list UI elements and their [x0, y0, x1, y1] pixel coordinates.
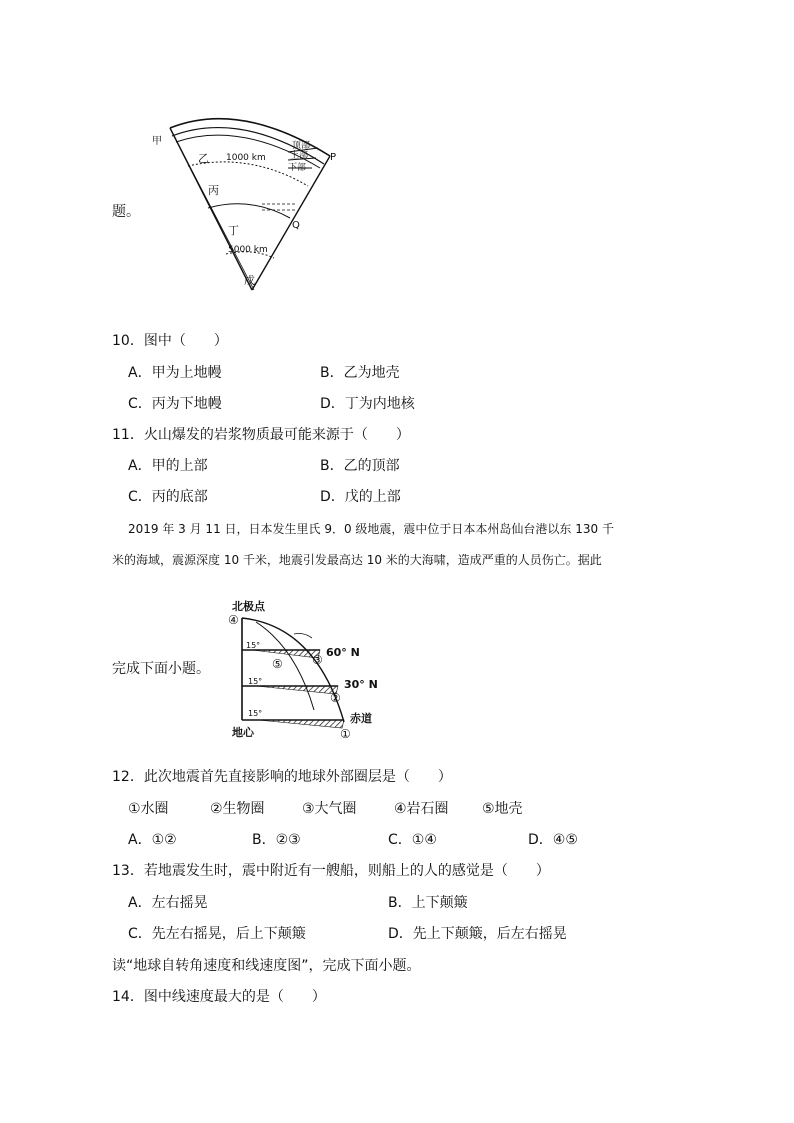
- label-15-b: 15°: [248, 677, 263, 686]
- circle-2: ②: [330, 691, 341, 705]
- passage-line-3: 完成下面小题。: [112, 661, 210, 677]
- label-15-c: 15°: [248, 709, 263, 718]
- label-yi: 乙: [198, 152, 209, 165]
- q13-option-b: B．上下颠簸: [388, 895, 468, 911]
- label-P: P: [330, 152, 337, 163]
- q10-option-a: A．甲为上地幔: [128, 365, 222, 381]
- q12-item-5: ⑤地壳: [482, 801, 523, 817]
- label-30n: 30° N: [344, 678, 378, 691]
- q10-stem: 10．图中（ ）: [112, 333, 228, 349]
- q12-item-4: ④岩石圈: [394, 801, 449, 817]
- q11-option-d: D．戊的上部: [320, 489, 401, 505]
- label-60n: 60° N: [326, 646, 360, 659]
- label-wu: 戊: [244, 274, 255, 287]
- q10-option-d: D．丁为内地核: [320, 396, 415, 412]
- label-ding: 丁: [228, 224, 239, 237]
- passage-line-2: 米的海域，震源深度 10 千米，地震引发最高达 10 米的大海啸，造成严重的人员伤亡。据此: [112, 553, 602, 567]
- q12-item-3: ③大气圈: [302, 801, 357, 817]
- q11-option-a: A．甲的上部: [128, 458, 208, 474]
- label-north-pole: 北极点: [232, 600, 265, 613]
- label-bing: 丙: [208, 184, 219, 197]
- earth-interior-figure: [140, 108, 350, 298]
- q12-option-a: A．①②: [128, 832, 177, 848]
- q14-stem: 14．图中线速度最大的是（ ）: [112, 989, 326, 1005]
- circle-5: ⑤: [272, 657, 283, 671]
- label-top: 顶部: [292, 141, 311, 151]
- q12-option-c: C．①④: [388, 832, 437, 848]
- label-lower: 下部: [288, 163, 307, 173]
- q13-option-d: D．先上下颠簸，后左右摇晃: [388, 926, 567, 942]
- label-15-a: 15°: [246, 641, 261, 650]
- q12-item-1: ①水圈: [128, 801, 169, 817]
- label-1000km: 1000 km: [226, 153, 266, 163]
- q11-stem: 11．火山爆发的岩浆物质最可能来源于（ ）: [112, 427, 410, 443]
- label-upper: 上部: [290, 151, 309, 161]
- label-jia: 甲: [152, 136, 162, 147]
- passage-line-1: 2019 年 3 月 11 日，日本发生里氏 9．0 级地震，震中位于日本本州岛仙台港以东 130 千: [128, 522, 614, 536]
- q12-option-d: D．④⑤: [528, 832, 578, 848]
- q11-option-c: C．丙的底部: [128, 489, 208, 505]
- circle-1: ①: [340, 727, 351, 741]
- circle-4: ④: [228, 613, 239, 627]
- q10-option-c: C．丙为下地幔: [128, 396, 222, 412]
- intro-3: 读“地球自转角速度和线速度图”，完成下面小题。: [112, 958, 421, 974]
- label-5000km: 5000 km: [228, 245, 268, 255]
- intro-tail: 题。: [112, 204, 140, 220]
- q13-option-c: C．先左右摇晃，后上下颠簸: [128, 926, 306, 942]
- q12-stem: 12．此次地震首先直接影响的地球外部圈层是（ ）: [112, 769, 452, 785]
- q13-option-a: A．左右摇晃: [128, 895, 208, 911]
- label-Q: Q: [292, 220, 300, 231]
- q11-option-b: B．乙的顶部: [320, 458, 400, 474]
- q13-stem: 13．若地震发生时，震中附近有一艘船，则船上的人的感觉是（ ）: [112, 863, 550, 879]
- label-equator: 赤道: [350, 712, 372, 725]
- q12-item-2: ②生物圈: [210, 801, 265, 817]
- circle-3: ③: [312, 653, 323, 667]
- q10-option-b: B．乙为地壳: [320, 365, 400, 381]
- earth-rotation-figure: [226, 598, 396, 742]
- q12-option-b: B．②③: [252, 832, 301, 848]
- label-center: 地心: [232, 726, 254, 739]
